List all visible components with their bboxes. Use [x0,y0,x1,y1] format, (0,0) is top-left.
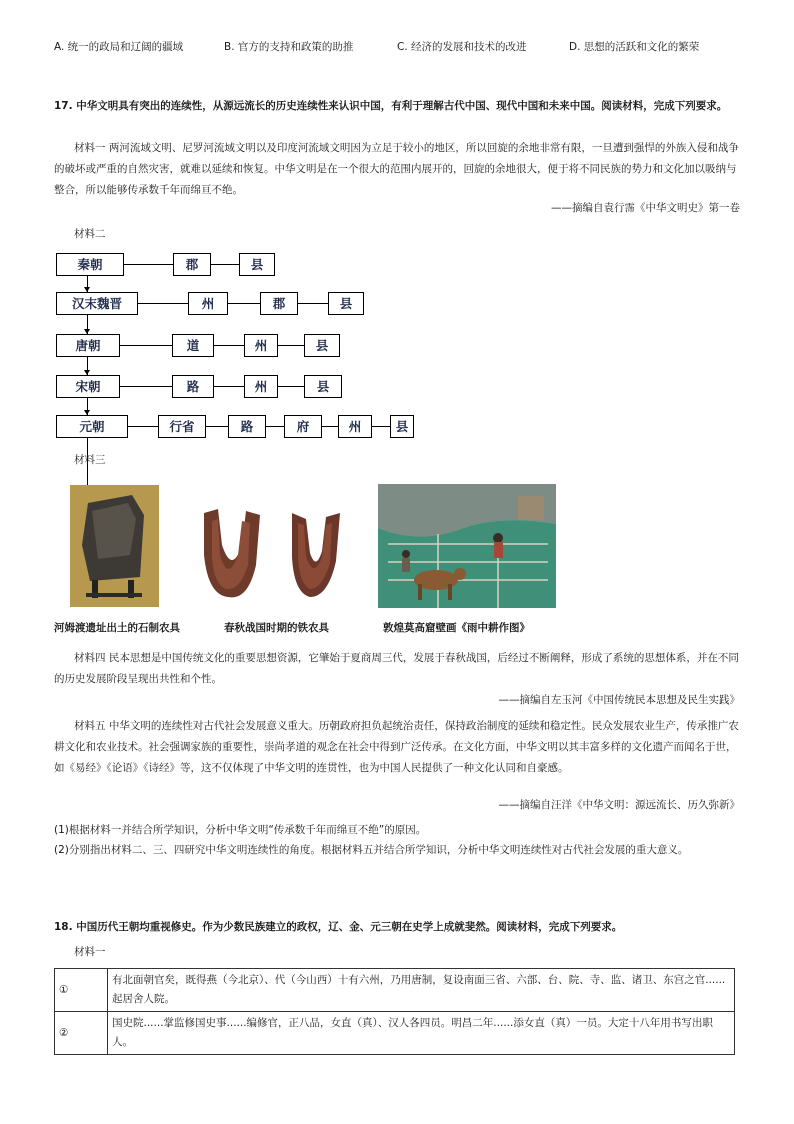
connector [228,303,260,304]
caption-stone-tool: 河姆渡遗址出土的石制农具 [54,622,180,634]
q17-material-4-source: ——摘编自左玉河《中国传统民本思想及民生实践》 [498,694,740,706]
connector [138,303,188,304]
table-cell-text: 有北面朝官矣，既得燕（今北京）、代（今山西）十有六州，乃用唐制，复设南面三省、六部、台、院、寺、监、诸卫、东宫之官......起居舍人院。 [108,969,735,1012]
q17-material-5-source: ——摘编自汪洋《中华文明：源远流长、历久弥新》 [498,799,740,811]
connector [128,426,158,427]
division-box: 县 [304,334,340,357]
dunhuang-mural-photo [378,484,556,608]
table-row [55,969,735,1012]
table-row [55,1012,735,1055]
dynasty-box: 唐朝 [56,334,120,357]
q18-header: 18. 中国历代王朝均重视修史。作为少数民族建立的政权，辽、金、元三朝在史学上成就斐然。阅读材料，完成下列要求。 [54,921,623,933]
dynasty-box: 秦朝 [56,253,124,276]
caption-mural: 敦煌莫高窟壁画《雨中耕作图》 [383,622,530,634]
connector [211,264,239,265]
connector [372,426,390,427]
q17-header: 17. 中华文明具有突出的连续性，从源远流长的历史连续性来认识中国，有利于理解古代中国、现代中国和未来中国。阅读材料，完成下列要求。 [54,100,728,112]
option-d: D. 思想的活跃和文化的繁荣 [569,41,700,53]
division-box: 郡 [260,292,298,315]
division-box: 路 [172,375,214,398]
q17-material-3-label: 材料三 [74,454,106,466]
connector [124,264,173,265]
division-box: 行省 [158,415,206,438]
connector [278,386,304,387]
table-cell-text: 国史院......掌监修国史事......编修官，正八品，女直（真）、汉人各四员。明昌二年......添女直（真）一员。大定十八年用书写出职人。 [108,1012,735,1055]
q17-ask-2: (2)分别指出材料二、三、四研究中华文明连续性的角度。根据材料五并结合所学知识，分析中华文明连续性对古代社会发展的重大意义。 [54,844,689,856]
q17-material-1-source: ——摘编自袁行霈《中华文明史》第一卷 [551,202,740,214]
connector [120,386,172,387]
q17-material-2-label: 材料二 [74,228,106,240]
connector [120,345,172,346]
division-box: 道 [172,334,214,357]
division-box: 州 [338,415,372,438]
q18-material-table [54,968,735,1055]
division-box: 府 [284,415,322,438]
connector [298,303,328,304]
division-box: 郡 [173,253,211,276]
table-cell-number: ① [55,969,108,1012]
option-c: C. 经济的发展和技术的改进 [397,41,527,53]
connector [214,386,244,387]
q18-material-1-label: 材料一 [74,946,106,958]
connector [206,426,228,427]
option-b: B. 官方的支持和政策的助推 [224,41,354,53]
division-box: 县 [390,415,414,438]
q17-ask-1: (1)根据材料一并结合所学知识，分析中华文明“传承数千年而绵亘不绝”的原因。 [54,824,427,836]
caption-iron-tools: 春秋战国时期的铁农具 [224,622,329,634]
dynasty-box: 元朝 [56,415,128,438]
connector [266,426,284,427]
division-box: 州 [244,375,278,398]
option-a: A. 统一的政局和辽阔的疆域 [54,41,184,53]
connector [278,345,304,346]
dynasty-box: 汉末魏晋 [56,292,138,315]
connector [214,345,244,346]
division-box: 县 [328,292,364,315]
division-box: 县 [239,253,275,276]
table-cell-number: ② [55,1012,108,1055]
division-box: 州 [188,292,228,315]
stone-tool-photo [70,485,159,607]
division-box: 州 [244,334,278,357]
dynasty-box: 宋朝 [56,375,120,398]
connector [322,426,338,427]
q17-material-1: 材料一 两河流域文明、尼罗河流域文明以及印度河流域文明因为立足于较小的地区，所以回旋的余地非常有限，一旦遭到强悍的外族入侵和战争的破坏或严重的自然灾害，就难以延续和恢复。中华文明是在一个很大的范围内展开的，回旋的余地很大，便于将不同民族的势力和文化加以吸纳与整合，所以能够传承数千年而绵亘不绝。 [54,142,739,196]
division-box: 路 [228,415,266,438]
division-box: 县 [304,375,342,398]
iron-tools-photo [198,505,358,605]
q17-material-4: 材料四 民本思想是中国传统文化的重要思想资源，它肇始于夏商周三代，发展于春秋战国，后经过不断阐释，形成了系统的思想体系，并在不同的历史发展阶段呈现出共性和个性。 [54,652,739,685]
q17-material-5: 材料五 中华文明的连续性对古代社会发展意义重大。历朝政府担负起统治责任，保持政治制度的延续和稳定性。民众发展农业生产，传承推广农耕文化和农业技术。社会强调家族的重要性，崇尚孝道的观念在社会中得到广泛传承。在文化方面，中华文明以其丰富多样的文化遗产而闻名于世，如《易经》《论语》《诗经》等，这不仅体现了中华文明的连贯性，也为中国人民提供了一种文化认同和自豪感。 [54,720,739,774]
